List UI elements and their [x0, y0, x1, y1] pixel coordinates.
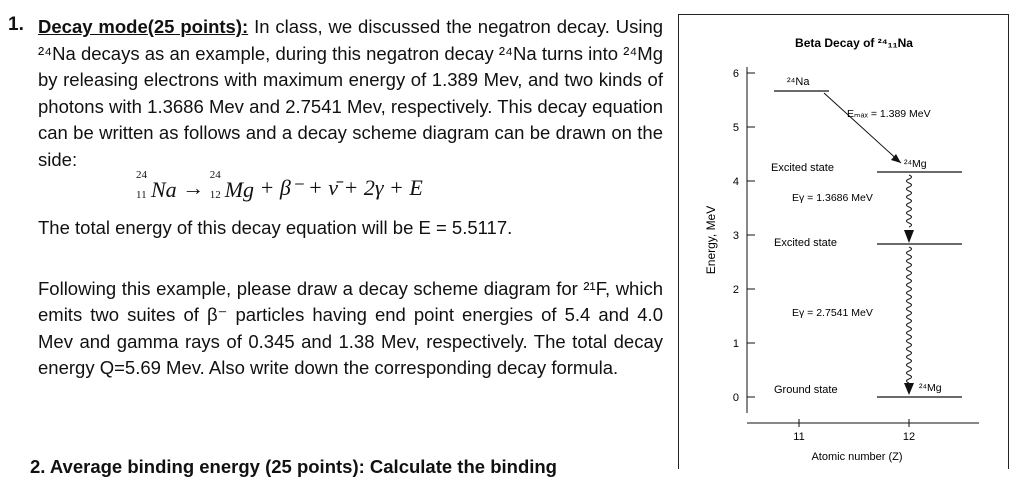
- x-tick-label-11: 11: [793, 431, 805, 443]
- figure-title: Beta Decay of ²⁴₁₁Na: [795, 36, 913, 50]
- decay-equation: 24 11 Na → 24 12 Mg + β⁻ + ν̄ + 2γ + E: [136, 168, 423, 202]
- daughter-z: 12: [209, 188, 221, 201]
- decay-scheme-svg: [679, 15, 1010, 470]
- energy-sentence: The total energy of this decay equation will be E = 5.5117.: [38, 217, 513, 238]
- gamma2-wavy-arrow: [907, 247, 912, 383]
- parent-label: ²⁴Na: [787, 76, 810, 88]
- question-title: Decay mode(25 points):: [38, 16, 249, 37]
- gamma1-arrowhead: [904, 230, 914, 243]
- question-1: [8, 14, 664, 382]
- beta-arrow: [824, 93, 901, 163]
- next-question-partial: 2. Average binding energy (25 points): Calculate the binding: [30, 456, 557, 477]
- y-tick-label-2: 2: [732, 284, 739, 296]
- parent-mass: 24: [136, 168, 147, 181]
- y-tick-label-4: 4: [732, 176, 739, 188]
- excited2-label: Excited state: [774, 237, 837, 249]
- gamma1-label: Eγ = 1.3686 MeV: [792, 192, 873, 204]
- question-intro: [38, 14, 663, 173]
- daughter-label-ground: ²⁴Mg: [919, 382, 942, 394]
- gamma1-wavy-arrow: [907, 175, 912, 227]
- x-tick-label-12: 12: [902, 431, 916, 443]
- intro-text: In class, we discussed the negatron decay. Using ²⁴Na decays as an example, during this negatron decay ²⁴Na turns into ²⁴Mg by releasing electrons with maximum energy of 1.389 Mev, and two kinds of photons with 1.3686 Mev and 2.7541 Mev, respectively. This decay equation can be written as follows and a decay scheme diagram can be drawn on the side:: [38, 16, 664, 170]
- ground-label: Ground state: [774, 384, 838, 396]
- y-axis-label: Energy, MeV: [704, 205, 718, 275]
- daughter-symbol: Mg: [224, 176, 255, 202]
- y-tick-label-6: 6: [732, 68, 739, 80]
- task-text: Following this example, please draw a decay scheme diagram for ²¹F, which emits two suites of β⁻ particles having end point energies of 5.4 and 4.0 Mev and gamma rays of 0.345 and 1.38 Mev, respectively. The total decay energy Q=5.69 Mev. Also write down the corresponding decay formula.: [38, 277, 663, 378]
- gamma2-label: Eγ = 2.7541 MeV: [792, 307, 873, 319]
- daughter-label-upper: ²⁴Mg: [904, 158, 927, 170]
- emax-label: Eₘₐₓ = 1.389 MeV: [847, 108, 931, 120]
- y-tick-label-5: 5: [732, 122, 739, 134]
- parent-symbol: Na: [151, 176, 177, 202]
- x-axis-label: Atomic number (Z): [811, 451, 903, 463]
- parent-nuclide: [136, 168, 177, 203]
- daughter-nuclide: [209, 168, 255, 203]
- equation-rest: + β⁻ + ν̄ + 2γ + E: [259, 175, 423, 200]
- parent-z: 11: [136, 188, 147, 201]
- y-tick-label-0: 0: [732, 392, 739, 404]
- gamma2-arrowhead: [904, 383, 914, 395]
- y-ticks: [733, 68, 755, 404]
- question-number: 1.: [8, 14, 24, 35]
- daughter-mass: 24: [209, 168, 221, 181]
- y-tick-label-3: 3: [732, 230, 739, 242]
- decay-scheme-figure: [678, 14, 1009, 469]
- y-tick-label-1: 1: [732, 338, 739, 350]
- excited1-label: Excited state: [771, 162, 834, 174]
